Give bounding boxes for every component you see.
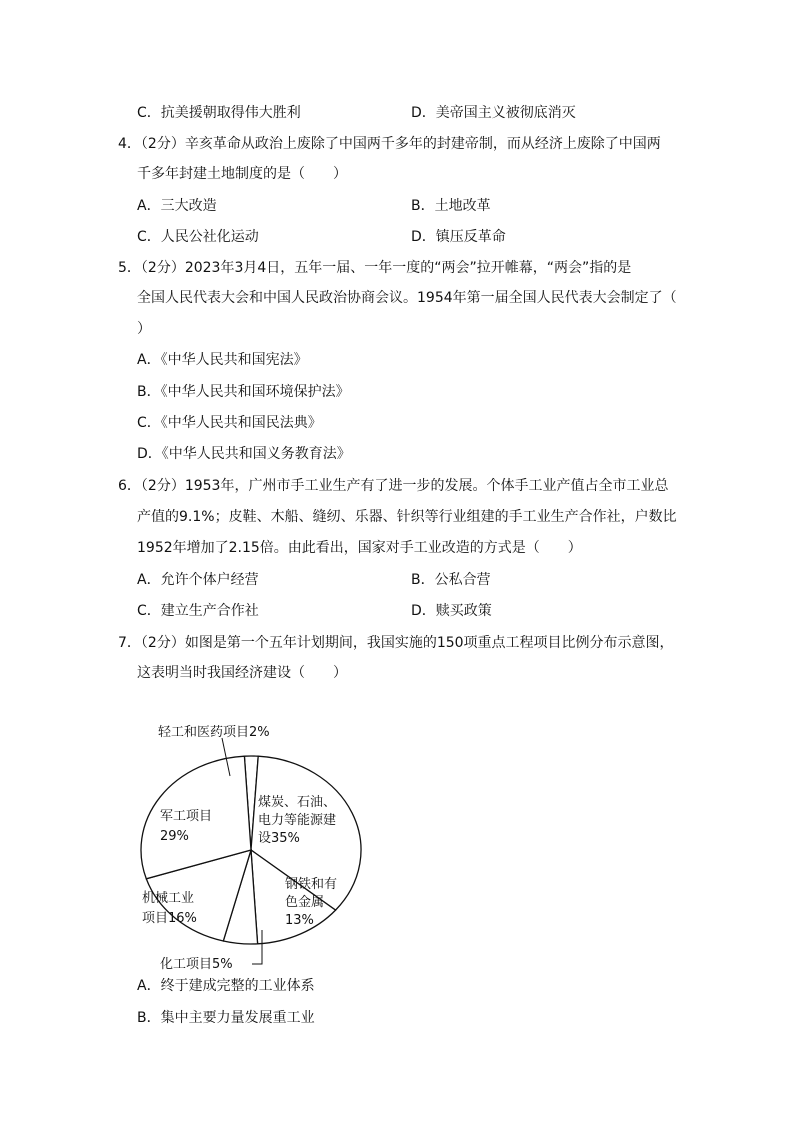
slice-label-chemical: 化工项目5% xyxy=(160,957,233,972)
q4-option-b: B．土地改革 xyxy=(411,198,491,214)
q5-option-c: C．《中华人民共和国民法典》 xyxy=(137,415,322,431)
slice-label-machinery: 机械工业项目16% xyxy=(142,891,197,926)
q6-option-c: C．建立生产合作社 xyxy=(137,603,259,619)
project-distribution-pie-chart xyxy=(130,716,370,976)
slice-label-steel: 钢铁和有色金属 13% xyxy=(285,877,338,928)
q7-stem-line1: 7．（2分）如图是第一个五年计划期间，我国实施的150项重点工程项目比例分布示意图， xyxy=(118,635,674,651)
q4-option-c: C．人民公社化运动 xyxy=(137,229,259,245)
q5-option-a: A．《中华人民共和国宪法》 xyxy=(137,352,308,368)
q4-option-d: D．镇压反革命 xyxy=(411,229,506,245)
slice-label-energy: 煤炭、石油、电力等能源建设35% xyxy=(258,795,337,846)
q4-stem-line2: 千多年封建土地制度的是（ ） xyxy=(137,166,347,182)
q7-option-a: A．终于建成完整的工业体系 xyxy=(137,978,315,994)
q5-stem-line3: ） xyxy=(137,321,151,337)
q5-stem-line1: 5．（2分）2023年3月4日，五年一届、一年一度的“两会”拉开帷幕，“两会”指的是 xyxy=(118,260,632,276)
q6-stem-line1: 6．（2分）1953年，广州市手工业生产有了进一步的发展。个体手工业产值占全市工业总 xyxy=(118,478,669,494)
q4-stem-line1: 4．（2分）辛亥革命从政治上废除了中国两千多年的封建帝制，而从经济上废除了中国两 xyxy=(118,136,661,152)
q7-option-b: B．集中主要力量发展重工业 xyxy=(137,1010,315,1026)
q6-option-b: B．公私合营 xyxy=(411,572,491,588)
q6-option-d: D．赎买政策 xyxy=(411,603,492,619)
q6-stem-line2: 产值的9.1%；皮鞋、木船、缝纫、乐器、针织等行业组建的手工业生产合作社，户数比 xyxy=(137,509,677,525)
q7-stem-line2: 这表明当时我国经济建设（ ） xyxy=(137,665,347,681)
slice-label-light-industry: 轻工和医药项目2% xyxy=(158,725,270,740)
q4-option-a: A．三大改造 xyxy=(137,198,217,214)
q3-option-d: D．美帝国主义被彻底消灭 xyxy=(411,105,576,121)
q3-option-c: C．抗美援朝取得伟大胜利 xyxy=(137,105,301,121)
slice-label-military: 军工项目 29% xyxy=(160,809,213,844)
q5-stem-line2: 全国人民代表大会和中国人民政治协商会议。1954年第一届全国人民代表大会制定了（ xyxy=(137,290,677,306)
q5-option-b: B．《中华人民共和国环境保护法》 xyxy=(137,384,350,400)
q6-option-a: A．允许个体户经营 xyxy=(137,572,259,588)
q5-option-d: D．《中华人民共和国义务教育法》 xyxy=(137,446,351,462)
q6-stem-line3: 1952年增加了2.15倍。由此看出，国家对手工业改造的方式是（ ） xyxy=(137,540,582,556)
